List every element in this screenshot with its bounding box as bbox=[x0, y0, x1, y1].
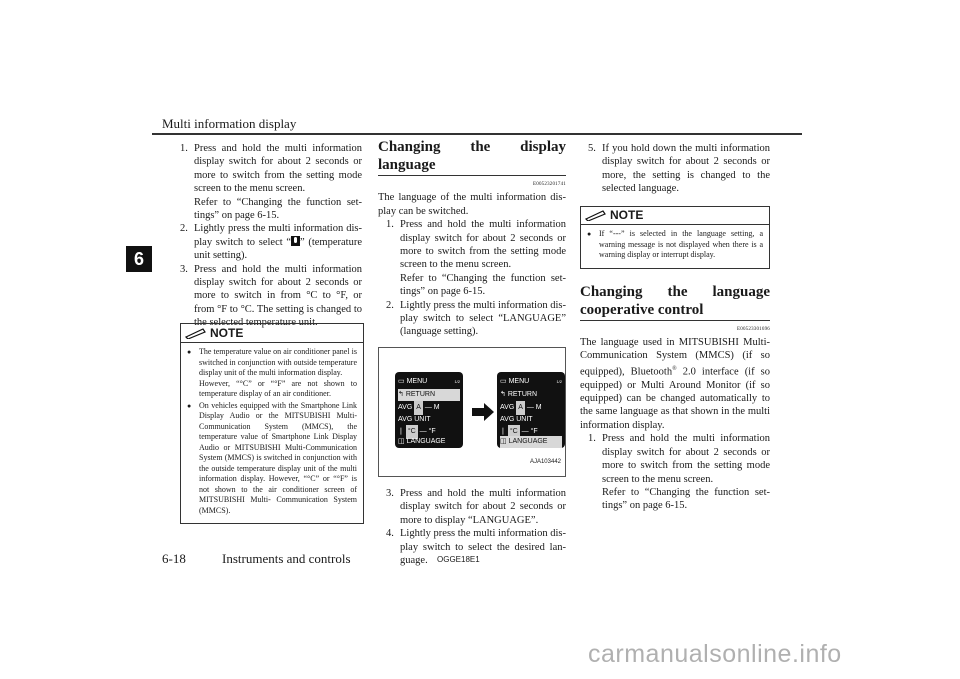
column-right bbox=[580, 142, 770, 513]
list-item: 1. Press and hold the multi information display switch for about 2 seconds or more to switch from the setting mode screen to the menu screen. Refer to “Changing the function settings” on page 6-15. bbox=[180, 143, 362, 222]
return-icon: ↰ bbox=[398, 391, 404, 399]
menu-figure bbox=[378, 347, 566, 477]
thermometer-icon: ❘ bbox=[398, 428, 404, 436]
figure-code: AJA103442 bbox=[529, 459, 561, 466]
return-icon: ↰ bbox=[500, 391, 506, 399]
page-header-title: Multi information display bbox=[162, 116, 297, 131]
note-box bbox=[180, 323, 364, 524]
thermometer-icon: ❘ bbox=[500, 428, 506, 436]
section-code: E00523301696 bbox=[737, 326, 770, 332]
list-item: 2. Lightly press the multi information display switch to select “LANGUAGE” (language setting). bbox=[386, 299, 566, 338]
footer-section-title: Instruments and controls bbox=[222, 551, 351, 566]
column-middle bbox=[378, 138, 566, 567]
menu-screen-after: ▭ MENU 1/2 ↰ RETURN AVG A — M AVG UNIT ❘ °C — °F ◫ LANGUAGE bbox=[497, 372, 565, 448]
watermark: carmanualsonline.info bbox=[588, 640, 842, 668]
list-item: 3. Press and hold the multi information display switch for about 2 seconds or more to switch in from °C to °F, or from °F to °C. The setting is changed to the selected temperature unit. bbox=[180, 263, 362, 329]
footer-code: OGGE18E1 bbox=[437, 555, 480, 564]
note-box bbox=[580, 206, 770, 269]
list-item: 2. Lightly press the multi information display switch to select “ ” (temperature unit setting). bbox=[180, 223, 362, 262]
section-heading: Changing the display language bbox=[378, 139, 566, 173]
thermometer-icon bbox=[291, 236, 300, 246]
list-item: 4. Lightly press the multi information display switch to select the desired language. bbox=[386, 528, 566, 566]
bullet-icon: ● bbox=[187, 348, 192, 356]
section-code: E00523201741 bbox=[533, 182, 566, 187]
body-paragraph: The language used in MITSUBISHI Multi-Communication System (MMCS) (if so equipped), Bluetooth® 2.0 interface (if so equipped) or Multi Around Monitor (if so equipped) can be changed automatically to the same language as that shown in the multi information display. bbox=[580, 336, 770, 431]
page-number: 6-18 bbox=[162, 551, 186, 566]
note-label: NOTE bbox=[610, 207, 644, 222]
header-rule bbox=[152, 133, 802, 135]
note-pencil-icon bbox=[185, 327, 207, 339]
section-heading: Changing the language cooperative control bbox=[580, 283, 770, 318]
note-bullet: ● On vehicles equipped with the Smartphone Link Display Audio or the MITSUBISHI Multi- Communication System (MMCS), the temperature value of Smartphone Link Display Audio or MITSUBISHI Multi-Communication System (MMCS) is switched in conjunction with the outside temperature display unit of the multi information display. However, “°C” or “°F” is not shown to the air conditioner screen of MITSUBISHI Multi- Communication System (MMCS). bbox=[187, 400, 357, 515]
bullet-icon: ● bbox=[187, 401, 192, 410]
list-item: 1. Press and hold the multi information display switch for about 2 seconds or more to switch from the setting mode screen to the menu screen. Refer to “Changing the function settings” on page 6-15. bbox=[588, 433, 770, 512]
chapter-tab: 6 bbox=[126, 246, 152, 272]
menu-icon: ▭ bbox=[398, 378, 405, 386]
column-left bbox=[180, 142, 362, 330]
bullet-icon: ● bbox=[587, 230, 592, 239]
note-label: NOTE bbox=[210, 326, 244, 340]
note-pencil-icon bbox=[585, 209, 607, 221]
note-bullet: ● If “---” is selected in the language setting, a warning message is not displayed when there is a warning display or interrupt display. bbox=[587, 229, 763, 260]
list-item: 1. Press and hold the multi information display switch for about 2 seconds or more to switch from the setting mode screen to the menu screen. Refer to “Changing the function settings” on page 6-15. bbox=[386, 219, 566, 298]
globe-icon: ◫ bbox=[500, 438, 507, 446]
arrow-right-icon bbox=[472, 403, 494, 421]
menu-screen-before: ▭ MENU 1/2 ↰ RETURN AVG A — M AVG UNIT ❘ °C — °F ◫ LANGUAGE bbox=[395, 372, 463, 448]
intro-text: The language of the multi information display can be switched. bbox=[378, 192, 566, 217]
globe-icon: ◫ bbox=[398, 438, 405, 446]
list-item: 3. Press and hold the multi information display switch for about 2 seconds or more to display “LANGUAGE”. bbox=[386, 487, 566, 526]
note-bullet: ● The temperature value on air conditioner panel is switched in conjunction with outside temperature display unit of the multi information display. However, “°C” or “°F” are not shown to temperature display of an air conditioner. bbox=[187, 347, 357, 398]
list-item: 5. If you hold down the multi information display switch for about 2 seconds or more, the setting is changed to the selected language. bbox=[588, 143, 770, 195]
menu-icon: ▭ bbox=[500, 378, 507, 386]
